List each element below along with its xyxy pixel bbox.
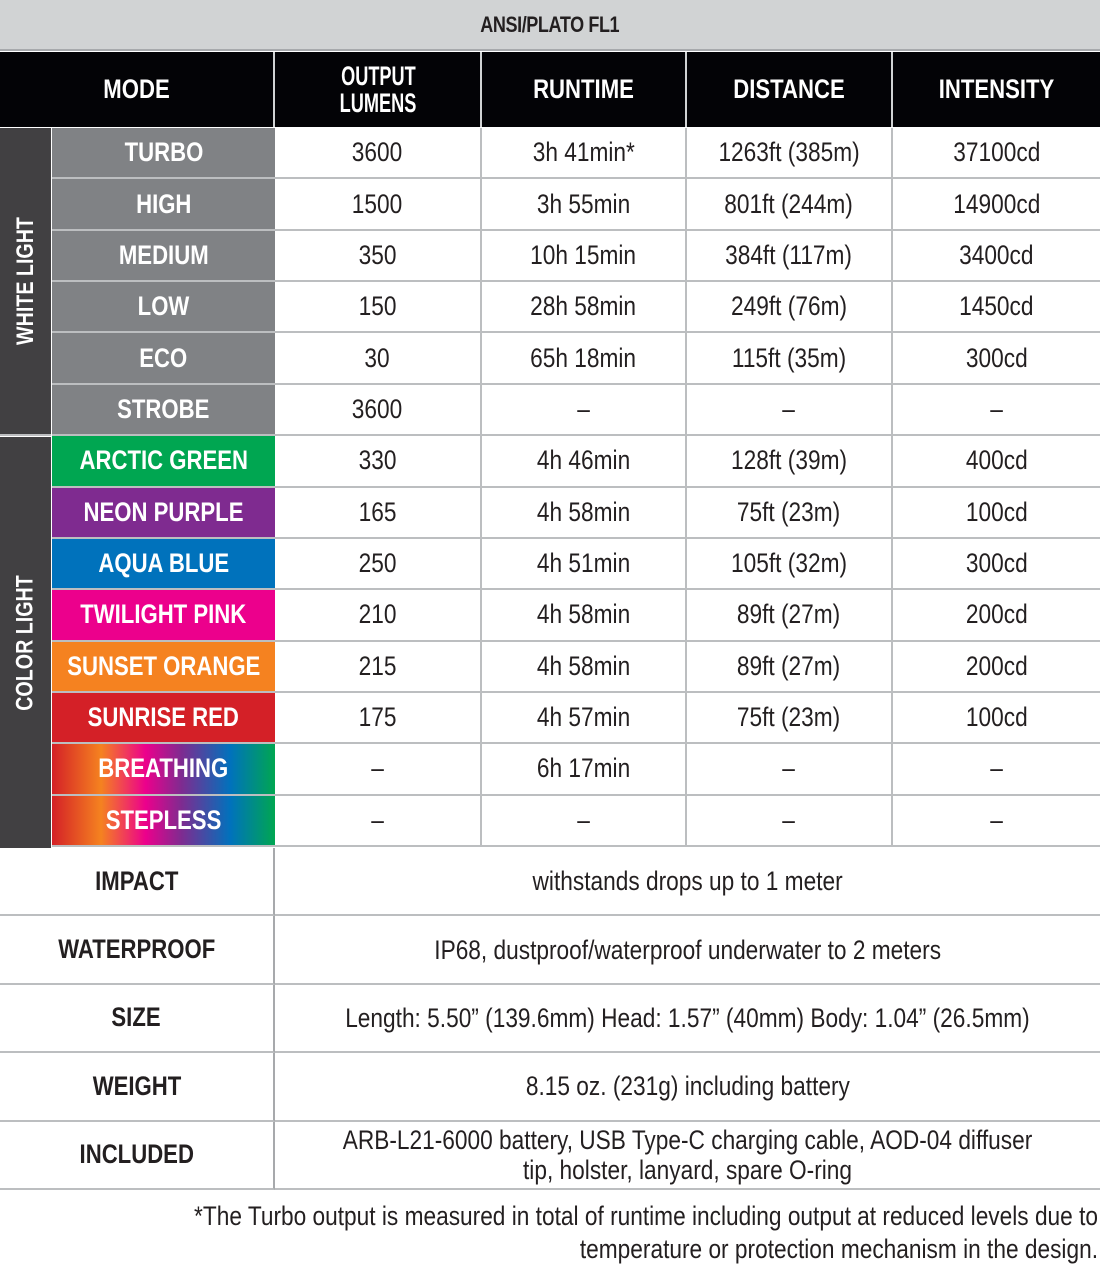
intensity-cell: 1450cd [893, 282, 1100, 333]
group-label-white-light: WHITE LIGHT [0, 128, 51, 436]
intensity-cell: – [893, 744, 1100, 795]
runtime-cell: 10h 15min [482, 231, 687, 282]
runtime-cell: 6h 17min [482, 744, 687, 795]
spec-label-weight: WEIGHT [0, 1053, 275, 1121]
distance-cell: 75ft (23m) [687, 693, 893, 744]
mode-name-cell: ARCTIC GREEN [52, 436, 275, 485]
intensity-cell: 300cd [893, 333, 1100, 384]
header-distance: DISTANCE [687, 52, 893, 127]
footnote: *The Turbo output is measured in total of runtime including output at reduced levels due to temperature or protection mechanism in the design. [194, 1201, 1098, 1264]
runtime-cell: 3h 41min* [482, 128, 687, 179]
output-lumens-cell: 150 [275, 282, 482, 333]
runtime-cell: 4h 51min [482, 539, 687, 590]
runtime-cell: 4h 58min [482, 642, 687, 693]
output-lumens-cell: 1500 [275, 179, 482, 230]
mode-name-cell: HIGH [52, 179, 275, 228]
output-lumens-cell: 30 [275, 333, 482, 384]
output-lumens-cell: 210 [275, 590, 482, 641]
intensity-cell: 300cd [893, 539, 1100, 590]
intensity-cell: 200cd [893, 590, 1100, 641]
runtime-cell: 4h 58min [482, 488, 687, 539]
distance-cell: 105ft (32m) [687, 539, 893, 590]
runtime-cell: 65h 18min [482, 333, 687, 384]
mode-name-cell: TWILIGHT PINK [52, 590, 275, 639]
mode-name-cell: STROBE [52, 385, 275, 434]
distance-cell: – [687, 744, 893, 795]
spec-value-weight: 8.15 oz. (231g) including battery [275, 1053, 1100, 1121]
intensity-cell: 14900cd [893, 179, 1100, 230]
distance-cell: 128ft (39m) [687, 436, 893, 487]
intensity-cell: 200cd [893, 642, 1100, 693]
output-lumens-cell: 175 [275, 693, 482, 744]
output-lumens-cell: 330 [275, 436, 482, 487]
header-mode: MODE [0, 52, 275, 127]
runtime-cell: 3h 55min [482, 179, 687, 230]
spec-value-waterproof: IP68, dustproof/waterproof underwater to 2 meters [275, 916, 1100, 984]
mode-name-cell: BREATHING [52, 744, 275, 793]
distance-cell: 89ft (27m) [687, 642, 893, 693]
output-lumens-cell: 3600 [275, 128, 482, 179]
mode-name-cell: STEPLESS [52, 796, 275, 845]
distance-cell: 801ft (244m) [687, 179, 893, 230]
header-intensity: INTENSITY [893, 52, 1100, 127]
distance-cell: 89ft (27m) [687, 590, 893, 641]
table-title: ANSI/PLATO FL1 [0, 0, 1100, 51]
mode-name-cell: LOW [52, 282, 275, 331]
intensity-cell: 100cd [893, 693, 1100, 744]
spec-value-included: ARB-L21-6000 battery, USB Type-C charging cable, AOD-04 diffuser tip, holster, lanyard, spare O-ring [275, 1122, 1100, 1190]
mode-name-cell: TURBO [52, 128, 275, 177]
runtime-cell: 28h 58min [482, 282, 687, 333]
output-lumens-cell: – [275, 744, 482, 795]
distance-cell: – [687, 385, 893, 436]
runtime-cell: – [482, 796, 687, 847]
runtime-cell: 4h 57min [482, 693, 687, 744]
distance-cell: 249ft (76m) [687, 282, 893, 333]
runtime-cell: 4h 58min [482, 590, 687, 641]
output-lumens-cell: – [275, 796, 482, 847]
output-lumens-cell: 3600 [275, 385, 482, 436]
header-output-lumens: OUTPUT LUMENS [275, 52, 482, 127]
spec-label-size: SIZE [0, 985, 275, 1053]
distance-cell: 75ft (23m) [687, 488, 893, 539]
intensity-cell: – [893, 796, 1100, 847]
intensity-cell: – [893, 385, 1100, 436]
group-label-color-light: COLOR LIGHT [0, 437, 51, 848]
mode-name-cell: AQUA BLUE [52, 539, 275, 588]
runtime-cell: 4h 46min [482, 436, 687, 487]
mode-name-cell: MEDIUM [52, 231, 275, 280]
distance-cell: 115ft (35m) [687, 333, 893, 384]
spec-label-waterproof: WATERPROOF [0, 916, 275, 984]
mode-name-cell: SUNRISE RED [52, 693, 275, 742]
spec-label-included: INCLUDED [0, 1122, 275, 1190]
intensity-cell: 400cd [893, 436, 1100, 487]
intensity-cell: 100cd [893, 488, 1100, 539]
intensity-cell: 3400cd [893, 231, 1100, 282]
header-runtime: RUNTIME [482, 52, 687, 127]
mode-name-cell: NEON PURPLE [52, 488, 275, 537]
runtime-cell: – [482, 385, 687, 436]
mode-name-cell: ECO [52, 333, 275, 382]
output-lumens-cell: 350 [275, 231, 482, 282]
output-lumens-cell: 215 [275, 642, 482, 693]
output-lumens-cell: 165 [275, 488, 482, 539]
output-lumens-cell: 250 [275, 539, 482, 590]
distance-cell: – [687, 796, 893, 847]
spec-label-impact: IMPACT [0, 848, 275, 916]
distance-cell: 1263ft (385m) [687, 128, 893, 179]
spec-value-size: Length: 5.50” (139.6mm) Head: 1.57” (40mm) Body: 1.04” (26.5mm) [275, 985, 1100, 1053]
mode-name-cell: SUNSET ORANGE [52, 642, 275, 691]
intensity-cell: 37100cd [893, 128, 1100, 179]
spec-value-impact: withstands drops up to 1 meter [275, 848, 1100, 916]
distance-cell: 384ft (117m) [687, 231, 893, 282]
